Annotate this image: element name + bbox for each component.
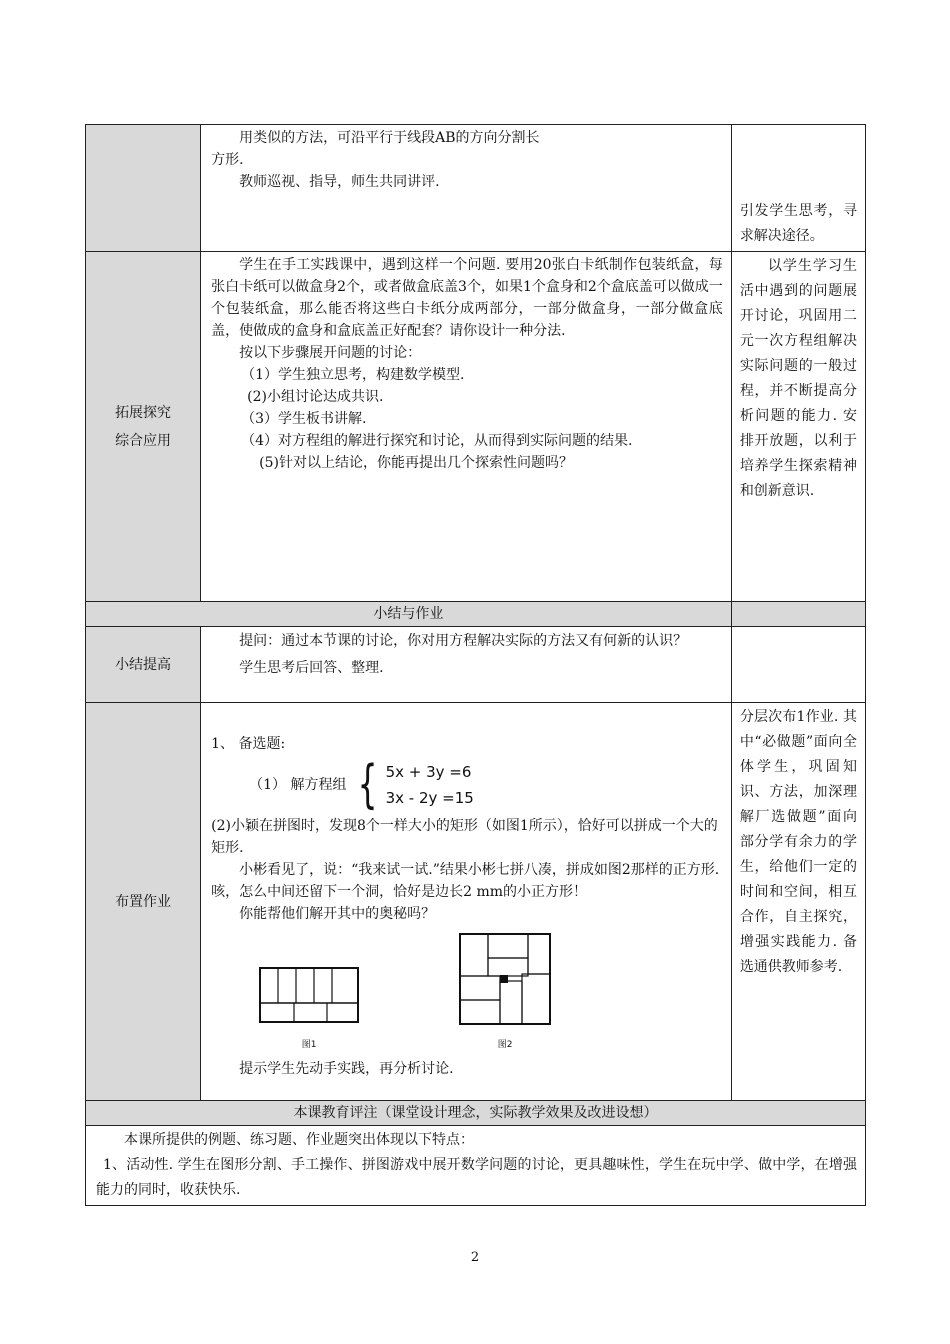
section-heading: 小结与作业 — [86, 602, 732, 627]
hint-text: 提示学生先动手实践，再分析讨论. — [239, 1061, 454, 1077]
equation: 3x - 2y =15 — [385, 789, 474, 807]
label-cell — [86, 252, 201, 602]
equation-label: （1） 解方程组 — [249, 777, 347, 793]
content-cell — [201, 627, 732, 703]
review-text: 本课所提供的例题、练习题、作业题突出体现以下特点： — [124, 1132, 474, 1148]
table-row — [86, 703, 866, 1101]
section-heading: 本课教育评注（课堂设计理念，实际教学效果及改进设想） — [86, 1101, 866, 1126]
figure-caption: 图1 — [301, 1040, 317, 1050]
equation-system — [249, 755, 723, 815]
problem-text: (2)小颖在拼图时，发现8个一样大小的矩形（如图1所示），恰好可以拼成一个大的矩形. — [211, 818, 718, 856]
label-cell — [86, 125, 201, 252]
question-text: 提问：通过本节课的讨论，你对用方程解决实际的方法又有何新的认识？ — [239, 633, 688, 649]
page-number: 2 — [470, 1250, 480, 1265]
equations — [386, 759, 474, 811]
text-line: 用类似的方法，可沿平行于线段AB的方向分割长 — [239, 130, 540, 146]
content-cell — [201, 703, 732, 1101]
square-puzzle-figure — [459, 933, 551, 1025]
note-text: 以学生学习生活中遇到的问题展开讨论，巩固用二元一次方程组解决实际问题的一般过程，并不断提高分析问题的能力. 安排开放题，以利于培养学生探索精神和创新意识. — [739, 258, 857, 499]
problem-text: 你能帮他们解开其中的奥秘吗？ — [239, 906, 436, 922]
row-label: 拓展探究 — [115, 404, 172, 421]
note-cell — [731, 252, 865, 602]
content-cell — [201, 125, 732, 252]
step-item: (5)针对以上结论，你能再提出几个探索性问题吗？ — [259, 455, 573, 471]
table-row — [86, 627, 866, 703]
table-row — [86, 125, 866, 252]
row-label: 布置作业 — [86, 703, 201, 1101]
text-line: 教师巡视、指导，师生共同讲评. — [239, 174, 440, 190]
problem-text: 小彬看见了，说：“我来试一试.”结果小彬七拼八凑，拼成如图2那样的正方形. 咳，怎么中间还留下一个洞，恰好是边长2 mm的小正方形！ — [211, 862, 720, 900]
figure-1 — [259, 967, 359, 1056]
row-label: 综合应用 — [115, 432, 172, 449]
content-cell — [201, 252, 732, 602]
step-item: （4）对方程组的解进行探究和讨论，从而得到实际问题的结果. — [241, 433, 633, 449]
figures — [259, 933, 723, 1056]
note-cell — [731, 627, 865, 703]
text-line: 方形. — [211, 152, 244, 168]
equation: 5x + 3y =6 — [385, 763, 472, 781]
row-label: 小结提高 — [86, 627, 201, 703]
answer-text: 学生思考后回答、整理. — [239, 660, 384, 676]
table-row — [86, 252, 866, 602]
note-text: 分层次布1作业. 其中“必做题”面向全体学生，巩固知识、方法，加深理解厂选做题”面向部分学有余力的学生，给他们一定的时间和空间，相互合作，自主探究，增强实践能力. 备选通供教师参考. — [739, 709, 857, 975]
table-row — [86, 602, 866, 627]
note-cell — [731, 703, 865, 1101]
table-row — [86, 1101, 866, 1126]
problem-text: 学生在手工实践课中，遇到这样一个问题. 要用20张白卡纸制作包装纸盒，每张白卡纸可以做盒身2个，或者做盒底盖3个，如果1个盒身和2个盒底盖可以做成一个包装纸盒，那么能否将这些白卡纸分成两部分，一部分做盒身，一部分做盒底盖，使做成的盒身和盒底盖正好配套？请你设计一种分法. — [211, 257, 723, 339]
figure-caption: 图2 — [497, 1040, 513, 1050]
lesson-table — [85, 124, 866, 1206]
blank-cell — [731, 602, 865, 627]
figure-2 — [459, 933, 551, 1056]
note-cell — [731, 125, 865, 252]
step-item: （1）学生独立思考，构建数学模型. — [241, 367, 465, 383]
brace-symbol: { — [357, 755, 377, 815]
rectangle-puzzle-figure — [259, 967, 359, 1025]
item-title: 1、 备选题: — [211, 736, 286, 752]
review-cell — [86, 1126, 866, 1206]
step-item: (2)小组讨论达成共识. — [247, 389, 384, 405]
steps-intro: 按以下步骤展开问题的讨论： — [239, 345, 422, 361]
note-text: 引发学生思考，寻求解决途径。 — [739, 203, 857, 244]
step-item: （3）学生板书讲解. — [241, 411, 367, 427]
table-row — [86, 1126, 866, 1206]
review-text: 1、活动性. 学生在图形分割、手工操作、拼图游戏中展开数学问题的讨论，更具趣味性，学生在玩中学、做中学，在增强能力的同时，收获快乐. — [96, 1157, 857, 1198]
